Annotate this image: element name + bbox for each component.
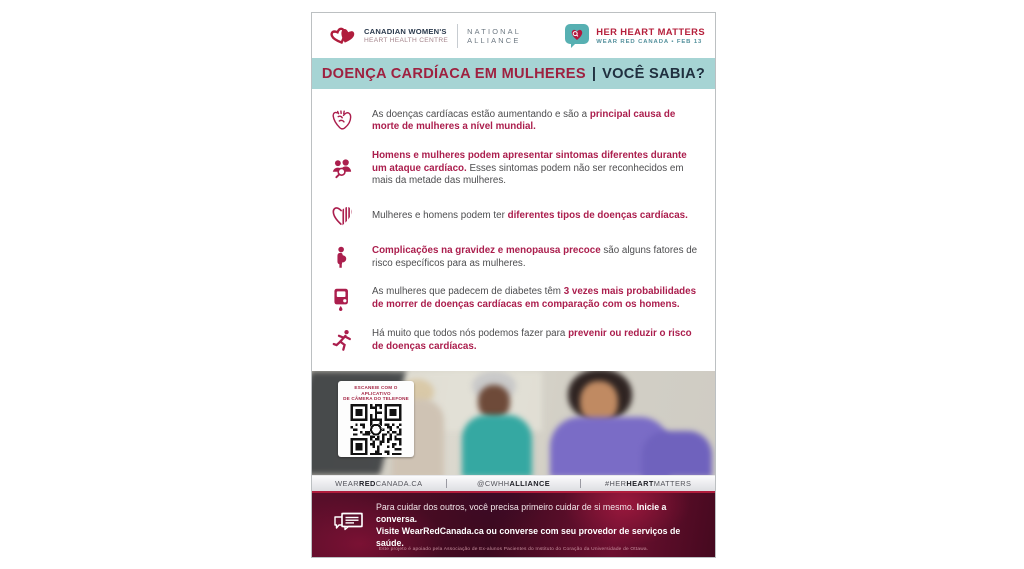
badge-text	[596, 26, 705, 45]
title-band	[312, 58, 715, 89]
social-herheartmatters: #HERHEARTMATTERS	[605, 479, 692, 488]
fine-print: Este projeto é apoiado pela Associação de Ex-alunos Pacientes do Instituto do Coração da Universidade de Ottawa.	[378, 547, 649, 552]
fact-text: As mulheres que padecem de diabetes têm	[372, 286, 564, 298]
fact-item-different-symptoms: Homens e mulheres podem apresentar sintomas diferentes durante um ataque cardíaco. Esses sintomas podem não ser reconhecidos em mais da metade das mulheres.	[312, 150, 701, 188]
photo-woman-center-teal-shirt	[462, 415, 532, 475]
photo-woman-front-shoulder	[642, 431, 712, 475]
fact-text: As doenças cardíacas estão aumentando e são a	[372, 108, 590, 120]
poster-header	[312, 13, 715, 58]
badge-subtitle: WEAR RED CANADA • FEB 13	[596, 38, 703, 45]
footer-accent-line	[312, 491, 715, 493]
qr-caption: ESCANEIE COM O APLICATIVO DE CÂMERA DO TELEFONE	[343, 385, 409, 402]
fact-item-pregnancy-menopause: Complicações na gravidez e menopausa precoce são alguns fatores de risco específicos para as mulheres.	[312, 245, 701, 271]
footer-banner	[312, 491, 715, 557]
badge-title: HER HEART MATTERS	[596, 26, 705, 38]
social-bar	[312, 475, 715, 491]
qr-card	[338, 381, 414, 457]
social-wearredcanada: WEARREDCANADA.CA	[335, 479, 423, 488]
alliance-line1: NATIONAL	[467, 26, 522, 36]
glucometer-icon	[312, 286, 372, 312]
her-heart-matters-badge	[564, 23, 705, 49]
logo-line2: HEART HEALTH CENTRE	[364, 37, 449, 44]
title-pipe: |	[591, 65, 597, 82]
footer-message: Para cuidar dos outros, você precisa primeiro cuidar de si mesmo. Inicie a conversa. Visite WearRedCanada.ca ou converse com seu provedor de serviços de saúde.	[376, 501, 701, 549]
fact-text: Há muito que todos nós podemos fazer para	[372, 327, 569, 339]
interlocking-hearts-icon	[328, 23, 358, 49]
fact-text: Mulheres e homens podem ter	[372, 209, 508, 221]
fact-item-heart-disease-rising: As doenças cardíacas estão aumentando e são a principal causa de morte de mulheres a nível mundial.	[312, 108, 701, 134]
fact-item-different-types: Mulheres e homens podem ter diferentes tipos de doenças cardíacas.	[312, 203, 701, 229]
striped-heart-icon	[312, 203, 372, 229]
photo-women-exercising	[312, 371, 715, 475]
header-divider	[457, 24, 458, 48]
fact-item-prevention: Há muito que todos nós podemos fazer para prevenir ou reduzir o risco de doenças cardíacas.	[312, 328, 701, 354]
footer-line2: Visite WearRedCanada.ca ou converse com seu provedor de serviços de saúde.	[376, 526, 681, 548]
social-cwhhalliance: @CWHHALLIANCE	[476, 479, 551, 488]
anatomical-heart-icon	[312, 108, 372, 134]
heart-speech-bubble-icon	[564, 23, 590, 49]
national-alliance-wordmark	[467, 27, 521, 45]
logo-line1: CANADIAN WOMEN'S	[364, 27, 447, 36]
pregnancy-icon	[312, 245, 372, 271]
alliance-line2: ALLIANCE	[467, 35, 521, 45]
footer-line1: Para cuidar dos outros, você precisa primeiro cuidar de si mesmo.	[376, 502, 637, 512]
chat-bubbles-icon	[332, 510, 366, 541]
cwhhc-logo-text	[364, 27, 448, 44]
flyer-poster	[311, 12, 716, 558]
fact-item-diabetes-risk: As mulheres que padecem de diabetes têm 3 vezes mais probabilidades de morrer de doenças cardíacas em comparação com os homens.	[312, 286, 701, 312]
cwhhc-logo	[328, 23, 448, 49]
title-dark: VOCÊ SABIA?	[602, 65, 706, 82]
photo-woman-center-face	[478, 385, 510, 419]
qr-code	[349, 404, 403, 455]
runner-icon	[312, 328, 372, 354]
people-search-icon	[312, 156, 372, 182]
title-red: DOENÇA CARDÍACA EM MULHERES	[321, 65, 586, 82]
facts-list	[312, 89, 715, 371]
